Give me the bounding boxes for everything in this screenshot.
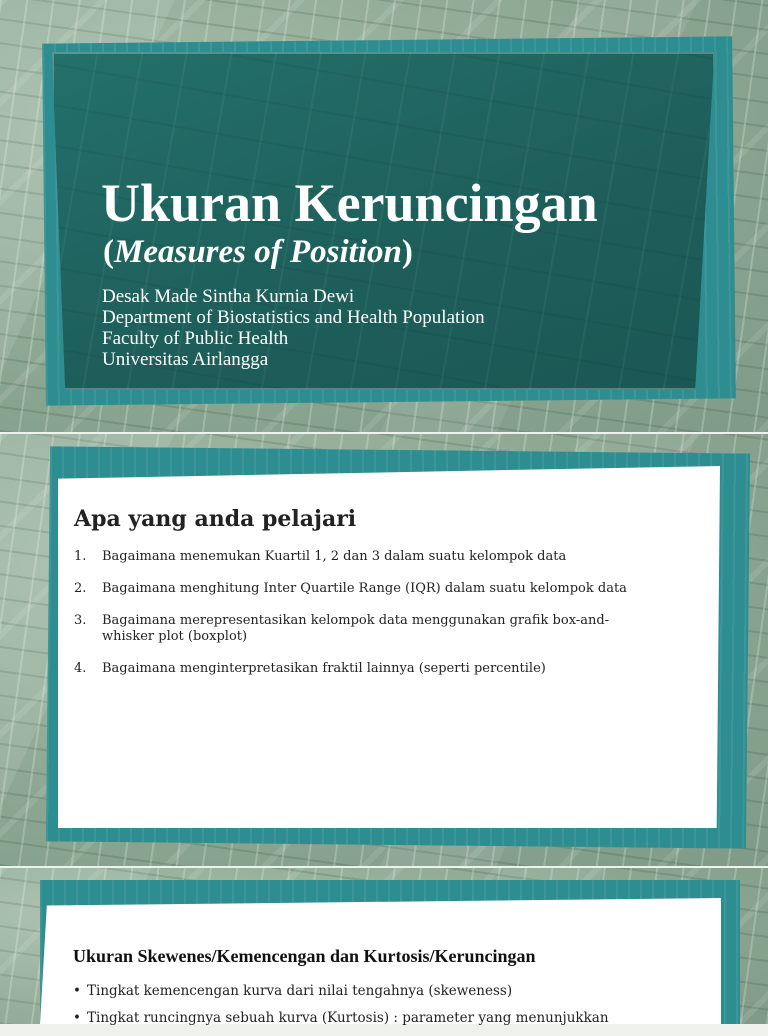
list-item-text: Bagaimana menghitung Inter Quartile Range (IQR) dalam suatu kelompok data: [102, 581, 627, 596]
list-item: [74, 581, 654, 597]
author-university: Universitas Airlangga: [102, 349, 269, 370]
subtitle-close-paren: ): [401, 234, 413, 270]
list-item-text: Bagaimana merepresentasikan kelompok data menggunakan grafik box-and-whisker plot (boxplot): [102, 613, 610, 644]
list-item-text: Bagaimana menginterpretasikan fraktil lainnya (seperti percentile): [102, 661, 546, 676]
slide-3-title: Ukuran Skewenes/Kemencengan dan Kurtosis/Keruncingan: [73, 946, 536, 966]
list-number: 4.: [74, 661, 87, 676]
slide-3-bullet-list: [73, 982, 673, 1036]
list-item: [73, 982, 673, 1000]
list-number: 3.: [74, 613, 87, 628]
list-item: [74, 661, 654, 677]
bullet-text: Tingkat kemencengan kurva dari nilai tengahnya (skeweness): [87, 983, 513, 999]
list-item: [74, 613, 654, 645]
presentation-title: Ukuran Keruncingan: [101, 173, 598, 233]
author-department: Department of Biostatistics and Health Population: [102, 307, 485, 328]
author-block: [102, 286, 485, 370]
list-item: [73, 1009, 673, 1027]
presentation-subtitle: [103, 234, 413, 271]
list-item-text: Bagaimana menemukan Kuartil 1, 2 dan 3 dalam suatu kelompok data: [102, 549, 567, 564]
subtitle-open-paren: (: [103, 234, 114, 270]
author-name: Desak Made Sintha Kurnia Dewi: [102, 286, 355, 307]
list-item: [74, 549, 654, 565]
subtitle-text: Measures of Position: [114, 234, 402, 270]
list-number: 1.: [74, 549, 87, 564]
learning-objectives-list: [74, 549, 654, 693]
bullet-marker: •: [73, 983, 81, 999]
slide-2-title: Apa yang anda pelajari: [74, 506, 357, 532]
bullet-marker: •: [73, 1010, 81, 1026]
bullet-text: Tingkat runcingnya sebuah kurva (Kurtosis) : parameter yang menunjukkan: [87, 1010, 609, 1026]
list-number: 2.: [74, 581, 87, 596]
author-faculty: Faculty of Public Health: [102, 328, 289, 349]
